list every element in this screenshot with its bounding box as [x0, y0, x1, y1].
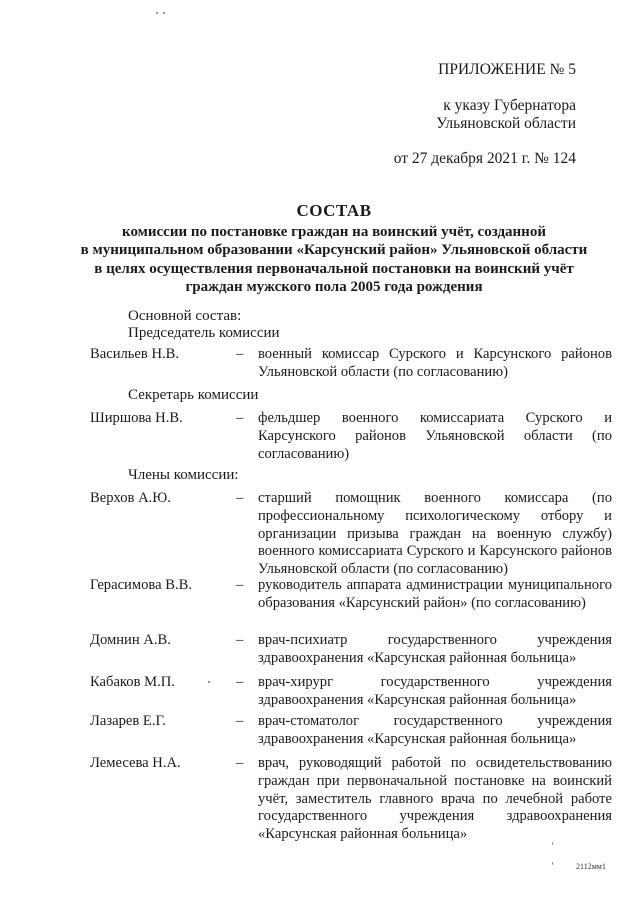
member-role: военный комиссар Сурского и Карсунского районов Ульяновской области (по согласованию) [258, 346, 612, 380]
member-row [90, 346, 612, 382]
member-dash: – [236, 410, 244, 426]
member-row [90, 713, 612, 749]
member-dash: – [236, 632, 244, 648]
member-role: старший помощник военного комиссара (по профессиональному психологическому отбору и организации призыва граждан на военную службу) военного комиссариата Сурского и Карсунского районов Ульяновской области (по согласованию) [258, 490, 612, 578]
member-role: фельдшер военного комиссариата Сурского и Карсунского районов Ульяновской области (по согласованию) [258, 410, 612, 462]
member-dash: – [236, 577, 244, 593]
title-line-1: комиссии по постановке граждан на воинский учёт, созданной [122, 223, 546, 240]
scan-speck [163, 12, 165, 14]
title-line-2: в муниципальном образовании «Карсунский район» Ульяновской области [80, 242, 588, 258]
appendix-line-1: к указу Губернатора [443, 97, 576, 114]
member-dash: – [236, 674, 244, 690]
member-name: Герасимова В.В. [90, 577, 192, 593]
section-secretary: Секретарь комиссии [128, 387, 259, 403]
member-role: врач-психиатр государственного учреждения здравоохранения «Карсунская районная больница» [258, 632, 612, 666]
member-name: Кабаков М.П. [90, 674, 175, 690]
appendix-number: ПРИЛОЖЕНИЕ № 5 [438, 61, 576, 78]
scan-speck [156, 12, 158, 14]
scan-speck [208, 681, 210, 683]
member-row [90, 674, 612, 710]
member-role: врач, руководящий работой по освидетельствованию граждан при первоначальной постановке на воинский учёт, заместитель главного врача по лечебной работе государственного учреждения здравоохранения «Карсунская районная больница» [258, 755, 612, 843]
appendix-line-2: Ульяновской области [436, 115, 576, 132]
appendix-date: от 27 декабря 2021 г. № 124 [393, 150, 576, 167]
member-dash: – [236, 713, 244, 729]
section-members: Члены комиссии: [128, 467, 239, 483]
section-main: Основной состав: [128, 308, 242, 324]
title-line-3: в целях осуществления первоначальной постановки на воинский учёт [94, 260, 574, 277]
footer-code: 2112мм1 [576, 862, 606, 871]
member-row [90, 577, 612, 613]
member-role: руководитель аппарата администрации муниципального образования «Карсунский район» (по согласованию) [258, 577, 612, 611]
member-name: Лазарев Е.Г. [90, 713, 166, 729]
member-row [90, 755, 612, 844]
document-title [60, 202, 608, 297]
member-name: Верхов А.Ю. [90, 490, 171, 506]
member-dash: – [236, 490, 244, 506]
member-role: врач-стоматолог государственного учреждения здравоохранения «Карсунская районная больница» [258, 713, 612, 747]
title-heading: СОСТАВ [296, 201, 372, 220]
member-role: врач-хирург государственного учреждения здравоохранения «Карсунская районная больница» [258, 674, 612, 708]
member-row [90, 410, 612, 463]
member-name: Васильев Н.В. [90, 346, 180, 362]
scan-speck [552, 842, 553, 845]
member-dash: – [236, 755, 244, 771]
member-dash: – [236, 346, 244, 362]
member-row [90, 632, 612, 668]
member-name: Лемесева Н.А. [90, 755, 181, 771]
title-line-4: граждан мужского пола 2005 года рождения [185, 279, 483, 295]
member-name: Домнин А.В. [90, 632, 171, 648]
section-chair: Председатель комиссии [128, 325, 280, 341]
scan-speck [552, 862, 553, 865]
member-name: Ширшова Н.В. [90, 410, 183, 426]
member-row [90, 490, 612, 579]
